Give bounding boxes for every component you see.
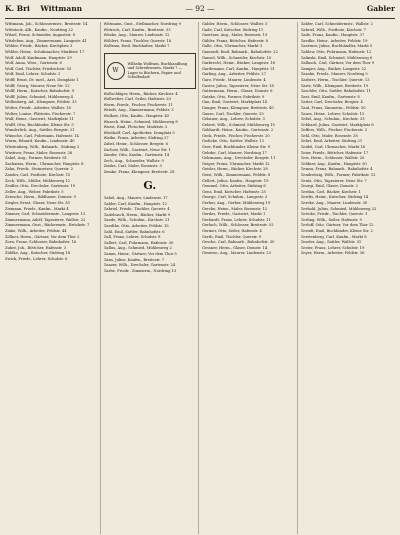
directory-entry: Gauss, Heinr., Lehrer, Schulstr. 15 (300, 111, 365, 116)
directory-entry: Zeiske, Carl, Maler, Rosenstr. 3 (103, 164, 162, 169)
directory-entry: Zemke, Franz, Klempner, Breitestr. 28 (103, 169, 175, 174)
directory-entry: Gerhold, Julius, Schmied, Mühlenweg 22 (300, 206, 377, 211)
directory-entry: Geist, Wilh., Zimmermann, Feldstr. 8 (202, 173, 271, 178)
directory-entry: Wolf, Anna, Wwe., Gartenstr. 6 (5, 61, 62, 66)
directory-entry: Gansel, Wilh., Schneider, Kirchstr. 10 (202, 55, 272, 60)
directory-entry: Gemmel, Otto, Arbeiter, Südring 6 (202, 184, 266, 189)
header-left (5, 4, 125, 13)
directory-entry: Wolfram, Emil, Buchhalter, Markt 7 (103, 44, 170, 49)
directory-entry: Garling, Aug., Arbeiter, Feldstr. 27 (202, 72, 266, 77)
directory-entry: Wolf, Emil, Lehrer, Schulstr. 2 (5, 72, 61, 77)
directory-entry: Gemsa, Franz, Bahnarb., Bahnhofstr. 4 (300, 167, 373, 172)
directory-entry: Gewiese, Aug., Maurer, Lindenstr. 23 (202, 251, 271, 256)
directory-entry: Gaede, Wilh., Schuhm., Kirchstr. 21 (103, 218, 170, 223)
directory-entry: Geldner, Aug., Kaufm., Hauptstr. 50 (300, 161, 367, 166)
directory-entry: Gamradt, Emil, Bahnarb., Bahnhofstr. 22 (202, 49, 278, 54)
section-letter: G. (143, 179, 157, 193)
directory-entry: Wunderlich, Aug., Sattler, Bergstr. 21 (5, 128, 75, 133)
directory-entry: Wolter, Louise, Plätterin, Fischerstr. 7 (5, 111, 76, 116)
directory-entry: Gaertner, Aug., Maler, Rosenstr. 19 (202, 33, 268, 38)
directory-entry: Gamper, Aug., Bäcker, Langestr. 22 (300, 66, 367, 71)
directory-entry: Wittrock, Carl, Kaufm., Breitestr. 33 (103, 27, 171, 32)
directory-entry: Gabler, Carl, Kaufm., Hauptstr. 12 (103, 201, 167, 206)
directory-entry: Wolff, Julius, Schmied, Mühlenweg 4 (5, 94, 74, 99)
directory-entry: Gabriel, Friedr., Tischler, Querstr. 4 (103, 207, 170, 212)
directory-entry: Ziegler, Ernst, Glaser, Neue Str. 30 (5, 201, 70, 205)
directory-entry: Gadebusch, Herm., Bäcker, Markt 9 (103, 212, 171, 217)
directory-entry: Wüsthoff, Carl, Apotheker, Domplatz 5 (103, 130, 175, 135)
directory-entry: Zorn, Franz, Schlosser, Bahnhofstr. 16 (5, 240, 77, 245)
directory-entry: Gallus, Aug., Schmied, Mühlenweg 2 (103, 246, 172, 251)
directory-entry: Wittstock, Alb., Kaufm., Nordring 22 (5, 27, 73, 32)
directory-entry: Wollenberg, Ad., Klempner, Feldstr. 33 (5, 100, 77, 105)
directory-entry: Gamm, Heinr., Gärtner, Vor dem Thor 5 (103, 252, 177, 257)
directory-entry: Wollschläger, Herm., Bäcker, Kirchstr. 4 (103, 91, 178, 96)
header-page-ref: K. Bri (5, 4, 30, 13)
directory-entry: Gendreitzig, Wilh., Former, Fabrikstr. 12 (300, 173, 376, 178)
directory-entry: Gerloff, Otto, Gärtner, Vor dem Thor 12 (300, 223, 374, 228)
directory-entry: Wolter, Friedr., Arbeiter, Wallstr. 18 (5, 105, 71, 110)
directory-entry: Gerth, Emil, Tischler, Querstr. 9 (202, 234, 262, 239)
advertisement-text: Wilhelm Wolfram, Buchhandlung und Schreibwaren, Markt 7 — Lager in Büchern, Papier und Schulbedarf. (127, 61, 188, 79)
directory-entry: Gabriel, Wilh., Postbote, Kirchstr. 7 (300, 27, 366, 32)
directory-entry: Witzke, Aug., Maurer, Lindenstr. 12 (103, 33, 170, 38)
directory-entry: Wutke, Franz, Arbeiter, Südring 27 (103, 136, 169, 141)
directory-entry: Georgi, Emil, Glaser, Domstr. 2 (300, 184, 358, 189)
directory-entry: Gahl, Emil, Sattler, Bahnhofstr. 6 (103, 229, 165, 234)
directory-entry: Gericke, Friedr., Tischler, Querstr. 1 (300, 212, 368, 217)
directory-entry: Gade, Franz, Kaufm., Hauptstr. 37 (300, 33, 365, 38)
directory-entry: Gebauer, Aug., Lehrer, Schulstr. 3 (202, 117, 265, 122)
directory-entry: Wurst, Emil, Fleischer, Marktstr. 2 (103, 125, 168, 130)
directory-entry: Gehrt, Emil, Arbeiter, Südring 21 (300, 139, 363, 144)
column-2 (104, 22, 200, 534)
directory-entry: Gentz, Otto, Tapezierer, Neue Str. 7 (300, 178, 367, 183)
directory-entry: Gerlach, Wilh., Schlosser, Breitestr. 52 (202, 223, 274, 228)
directory-entry: Zahn, Friedr., Steinsetzer, Querstr. 2 (5, 167, 73, 172)
directory-entry: Wittmann, Joh., Schlossermstr., Breitestr. 14 (5, 22, 88, 26)
directory-entry: Wöhler, Friedr., Bäcker, Kirchplatz 3 (5, 44, 73, 49)
directory-entry: Geck, Friedr., Fischer, Fischerstr. 20 (202, 133, 270, 138)
directory-entry: Gebhardt, Heinr., Kaufm., Gartenstr. 2 (202, 128, 274, 133)
directory-entry: Zwick, Friedr., Lehrer, Schulstr. 6 (5, 256, 68, 261)
directory-entry: Gercke, Heinr., Maler, Rosenstr. 12 (202, 206, 268, 211)
directory-entry: Geiger, Franz, Uhrmacher, Markt 12 (202, 161, 270, 166)
page-header (5, 4, 395, 19)
directory-entry: Gallasch, Carl, Gärtner, Vor dem Thor 9 (300, 61, 375, 66)
directory-entry: Zander, Otto, Kaufm., Gartenstr. 14 (103, 153, 170, 158)
directory-entry: Geidel, Carl, Uhrmacher, Markt 16 (300, 145, 366, 150)
directory-entry: Wolff, Ernst, Dr. med., Arzt, Domplatz 1 (5, 77, 79, 82)
directory-entry: Zuber, Joh., Böttcher, Hafenstr. 3 (5, 245, 67, 250)
directory-entry: Gaedke, Heinr., Arbeiter, Feldstr. 19 (300, 38, 368, 43)
directory-entry: Zeidler, Otto, Drechsler, Gartenstr. 19 (5, 184, 76, 189)
directory-entry: Wolff, Herm., Kutscher, Bahnhofstr. 9 (5, 89, 75, 94)
directory-entry: Gerndt, Emil, Buchbinder, Kleine Str. 2 (300, 228, 373, 233)
directory-entry: Gäbler, Franz, Böttcher, Hafenstr. 8 (202, 38, 269, 43)
directory-entry: Gaedtke, Otto, Arbeiter, Feldstr. 15 (103, 224, 169, 229)
page-number: — 92 — (185, 4, 215, 13)
directory-entry: Gellert, Julius, Kaufm., Hauptstr. 19 (202, 178, 269, 183)
directory-entry: Gerstenberg, Carl, Kaufm., Markt 8 (300, 234, 367, 239)
directory-entry: Wulff, Otto, Buchbinder, Kleine Str. 5 (5, 122, 74, 127)
directory-entry: Zimmermann, Gust., Bäckermstr., Brückstr. 7 (5, 223, 90, 228)
directory-entry: Galinski, Emil, Schmied, Mühlenweg 6 (300, 55, 373, 60)
directory-entry: Garz, Friedr., Maurer, Lindenstr. 4 (202, 77, 266, 82)
directory-entry: Geis, Herm., Schlosser, Wallstr. 20 (300, 156, 365, 161)
directory-entry: Zacharias, Herm., Uhrmacher, Hauptstr. 8 (5, 161, 84, 166)
directory-entry: Witzleben, Aug., Zimmermann, Langestr. 41 (5, 38, 87, 43)
directory-entry: Gaul, Franz, Zimmerm., Feldstr. 30 (300, 105, 366, 110)
directory-entry: Gerhardt, Franz, Lehrer, Schulstr. 11 (202, 217, 271, 222)
directory-entry: Gast, Emil, Kaufm., Gartenstr. 8 (300, 94, 360, 99)
directory-entry: Gatzke, Otto, Former, Fabrikstr. 9 (202, 94, 265, 99)
directory-entry: Wüstenberg, Wilh., Bahnarb., Südring 3 (5, 145, 80, 150)
directory-entry: Gerdes, Friedr., Gastwirt, Markt 1 (202, 212, 266, 217)
directory-entry: Ziemann, Friedr., Kaufm., Markt 4 (5, 206, 69, 211)
directory-entry: Geyer, Herm., Arbeiter, Feldstr. 36 (300, 251, 365, 256)
directory-entry: Gereke, Aug., Maurer, Lindenstr. 30 (300, 201, 368, 205)
directory-entry: Geisler, Herm., Bäcker, Kirchstr. 28 (202, 167, 268, 172)
columns (5, 22, 395, 534)
directory-entry: Wriedt, Aug., Zimmermann, Feldstr. 3 (103, 108, 174, 113)
directory-entry: Wolff, Georg, Maurer, Neue Str. 12 (5, 83, 70, 88)
directory-entry: Gabel, Aug., Maurer, Lindenstr. 17 (103, 196, 168, 201)
directory-entry: Zabel, Heinr., Schlosser, Bergstr. 6 (103, 141, 168, 146)
directory-entry: Gerber, Aug., Gerber, Mühlenweg 19 (202, 201, 271, 205)
directory-entry: Gerdau, Carl, Bäcker, Kirchstr. 1 (300, 189, 361, 194)
directory-entry: George, Carl, Schuhm., Langestr. 3 (202, 195, 268, 200)
directory-entry: Gedicke, Otto, Sattler, Wallstr. 13 (202, 139, 264, 144)
header-last-word: Gabler (366, 4, 395, 13)
directory-entry: Gau, Emil, Gastwirt, Marktplatz 14 (202, 100, 267, 105)
directory-entry: Gessler, Aug., Sattler, Wallstr. 31 (300, 240, 362, 245)
directory-entry: Gattermann, Herm., Glaser, Domstr. 6 (202, 89, 273, 94)
directory-entry: Gall, Franz, Lehrer, Schulstr. 8 (103, 235, 161, 240)
directory-entry: Zech, Wilh., Müller, Mühlenweg 12 (5, 178, 71, 183)
directory-entry: Gabler, Herm., Schlosser, Wallstr. 5 (202, 22, 268, 26)
directory-entry: Gebel, Aug., Schuhm., Kirchstr. 33 (300, 117, 365, 122)
directory-entry: Wöhler, Heinr., Schuhmacher, Marktstr. 17 (5, 49, 85, 54)
directory-entry: Gebert, Wilh., Schmied, Mühlenweg 15 (202, 122, 275, 127)
directory-entry: Gehrmann, Aug., Drechsler, Bergstr. 11 (202, 156, 276, 161)
directory-entry: Zühlke, Aug., Kutscher, Südring 18 (5, 251, 71, 256)
directory-entry: Zimmer, Carl, Schneidermstr., Langestr. 13 (5, 212, 86, 217)
directory-entry: Wittmann, Gust., Stellmacher, Nordring 9 (103, 22, 181, 26)
directory-entry: Gause, Carl, Tischler, Querstr. 25 (202, 111, 264, 116)
directory-entry: Gebhard, Julius, Gastwirt, Marktplatz 6 (300, 122, 374, 127)
directory-entry: Gaschler, Otto, Sattler, Bahnhofstr. 11 (300, 89, 371, 94)
directory-entry: Worm, Friedr., Fischer, Fischerstr. 11 (103, 102, 173, 107)
directory-entry: Zander, Carl, Postbote, Kirchstr. 15 (5, 173, 71, 178)
directory-entry: Zachow, Wilh., Gastwirt, Neue Str. 1 (103, 147, 171, 152)
directory-entry: Ganzer, Wilh., Drechsler, Gartenstr. 24 (103, 263, 176, 268)
directory-entry: Wulf, Heinr., Gastwirt, Marktplatz 11 (5, 117, 74, 122)
directory-entry: Witzel, Franz, Schneider, Auguststr. 8 (5, 33, 75, 38)
header-first-word: Wittmann (40, 4, 83, 13)
directory-entry: Galle, Otto, Uhrmacher, Markt 3 (202, 44, 263, 49)
directory-entry: Gaertner, Julius, Buchhändler, Markt 5 (300, 44, 373, 49)
directory-entry: Gans, Julius, Kaufm., Breitestr. 7 (103, 257, 165, 262)
directory-entry: Gauger, Franz, Klempner, Breitestr. 40 (202, 105, 274, 110)
directory-entry: Geer, Emil, Buchbinder, Kleine Str. 9 (202, 145, 270, 150)
advertisement-box (104, 53, 197, 89)
directory-entry: Gerling, Wilh., Seiler, Hafenstr. 9 (300, 217, 362, 222)
directory-entry: Gartz, Wilh., Klempner, Breitestr. 19 (300, 83, 368, 88)
directory-entry: Geffers, Wilh., Fischer, Fischerstr. 2 (300, 128, 368, 133)
directory-entry: Gerdts, Heinr., Kutscher, Südring 14 (300, 195, 369, 200)
directory-entry: Wunsch, Heinr., Schmied, Mühlenweg 8 (103, 119, 178, 124)
directory-entry: Wurm, Eduard, Kaufm., Lindenstr. 40 (5, 139, 75, 144)
directory-entry: Zech, Aug., Schneider, Wallstr. 9 (103, 158, 164, 163)
directory-entry: Zetzsche, Herm., Bildhauer, Domstr. 9 (5, 195, 76, 200)
column-4 (301, 22, 396, 534)
directory-entry: Zinke, Wilh., Arbeiter, Feldstr. 44 (5, 228, 67, 233)
directory-entry: Zöllner, Herm., Gärtner, Vor dem Thor 2 (5, 234, 80, 239)
directory-entry: Garbe, Friedr., Zimmerm., Nordring 13 (103, 268, 177, 273)
directory-entry: Zimmermann, Adolf, Tapezierer, Wallstr. 22 (5, 217, 86, 222)
directory-entry: Wollweber, Carl, Seiler, Hafenstr. 20 (103, 97, 171, 102)
directory-entry: Gardemann, Carl, Kaufm., Hauptstr. 31 (202, 66, 275, 71)
directory-entry: Wöhlert, Franz, Tischler, Querstr. 18 (103, 38, 172, 43)
seal-icon: W (107, 62, 125, 80)
directory-entry: Wulkow, Otto, Kaufm., Hauptstr. 45 (103, 113, 170, 118)
directory-entry: Garbers, Herm., Tischler, Querstr. 13 (300, 77, 370, 82)
column-1 (5, 22, 101, 534)
directory-entry: Gesche, Carl, Bahnarb., Bahnhofstr. 30 (202, 240, 275, 245)
directory-entry: Wolf, Carl, Tischler, Friedrichstr. 55 (5, 66, 72, 71)
directory-entry: Wolf, Adolf, Kaufmann, Hauptstr. 29 (5, 55, 72, 60)
directory-entry: Geier, Friedr., Böttcher, Hafenstr. 17 (300, 150, 369, 155)
directory-entry: Gaster, Julius, Tapezierer, Neue Str. 18 (202, 83, 274, 88)
column-3 (202, 22, 298, 534)
directory-entry: Gessner, Herm., Glaser, Domstr. 14 (202, 245, 268, 250)
directory-entry: Wustrow, Franz, Maler, Rosenstr. 26 (5, 150, 73, 155)
directory-entry: Gester, Franz, Lehrer, Schulstr. 19 (300, 245, 365, 250)
directory-entry: Gabler, Carl, Schneidermstr., Wallstr. 2 (300, 22, 373, 26)
directory-entry: Gehrke, Carl, Maurer, Nordring 17 (202, 150, 267, 155)
directory-entry: Zabel, Aug., Former, Breitestr. 61 (5, 156, 68, 161)
directory-entry: Germer, Otto, Seiler, Hafenstr. 4 (202, 228, 262, 233)
directory-entry: Gallert, Carl, Fuhrmann, Hafenstr. 30 (103, 240, 174, 245)
directory-entry: Gahlow, Otto, Fuhrmann, Hafenstr. 12 (300, 49, 372, 54)
directory-entry: Wünsche, Carl, Fuhrmann, Hafenstr. 14 (5, 133, 79, 138)
directory-entry: Zeller, Aug., Weber, Fabrikstr. 5 (5, 189, 64, 194)
directory-entry: Garbrecht, Heinr., Bäcker, Langestr. 16 (202, 61, 275, 66)
directory-entry: Ganske, Friedr., Maurer, Nordring 5 (300, 72, 368, 77)
directory-entry: Genz, Emil, Kutscher, Hafenstr. 25 (202, 189, 266, 194)
directory-entry: Gade, Carl, Kutscher, Südring 11 (202, 27, 264, 32)
directory-entry: Gehl, Otto, Maler, Rosenstr. 28 (300, 133, 358, 138)
directory-entry: Gatter, Carl, Drechsler, Bergstr. 4 (300, 100, 363, 105)
